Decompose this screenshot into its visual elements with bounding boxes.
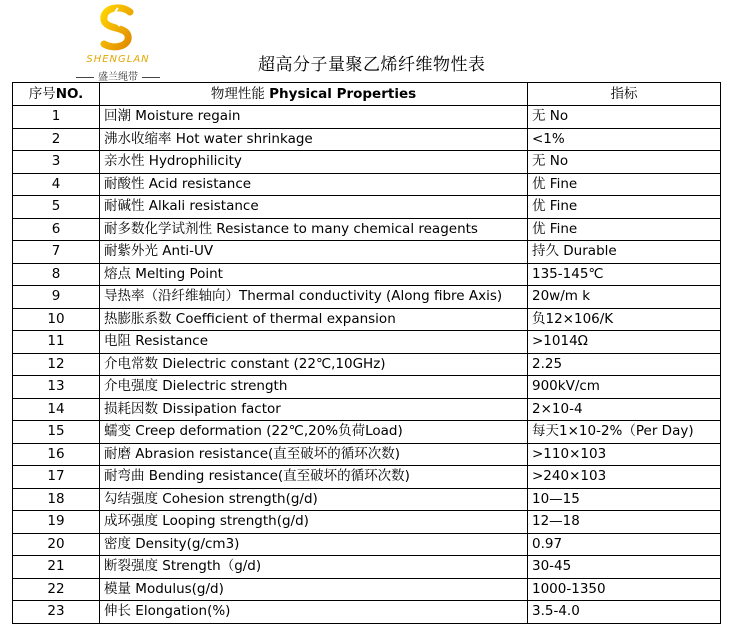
table-row — [13, 218, 721, 241]
table-row — [13, 466, 721, 489]
table-body — [13, 106, 721, 624]
row-value: 优 Fine — [528, 173, 721, 196]
logo-s-emblem-icon — [90, 4, 146, 54]
row-no: 11 — [13, 331, 100, 354]
row-property: 密度 Density(g/cm3) — [100, 533, 528, 556]
row-value: >1014Ω — [528, 331, 721, 354]
row-no: 5 — [13, 196, 100, 219]
row-value: 优 Fine — [528, 218, 721, 241]
table-row — [13, 173, 721, 196]
table-row — [13, 353, 721, 376]
row-no: 21 — [13, 556, 100, 579]
row-property: 亲水性 Hydrophilicity — [100, 151, 528, 174]
row-value: 10—15 — [528, 488, 721, 511]
row-no: 16 — [13, 443, 100, 466]
row-property: 勾结强度 Cohesion strength(g/d) — [100, 488, 528, 511]
table-row — [13, 398, 721, 421]
row-property: 伸长 Elongation(%) — [100, 601, 528, 624]
row-property: 耐磨 Abrasion resistance(直至破坏的循环次数) — [100, 443, 528, 466]
table-row — [13, 128, 721, 151]
header-no — [13, 83, 100, 106]
table-row — [13, 196, 721, 219]
row-property: 熔点 Melting Point — [100, 263, 528, 286]
row-no: 12 — [13, 353, 100, 376]
row-property: 模量 Modulus(g/d) — [100, 578, 528, 601]
row-property: 耐碱性 Alkali resistance — [100, 196, 528, 219]
row-no: 13 — [13, 376, 100, 399]
table-header-row — [13, 83, 721, 106]
row-property: 损耗因数 Dissipation factor — [100, 398, 528, 421]
row-property: 热膨胀系数 Coefficient of thermal expansion — [100, 308, 528, 331]
row-value: >110×103 — [528, 443, 721, 466]
row-value: >240×103 — [528, 466, 721, 489]
table-row — [13, 443, 721, 466]
row-no: 6 — [13, 218, 100, 241]
row-no: 22 — [13, 578, 100, 601]
table-row — [13, 488, 721, 511]
table-row — [13, 263, 721, 286]
company-logo — [62, 4, 174, 82]
row-no: 8 — [13, 263, 100, 286]
table-row — [13, 533, 721, 556]
row-no: 20 — [13, 533, 100, 556]
row-property: 介电强度 Dielectric strength — [100, 376, 528, 399]
row-property: 断裂强度 Strength（g/d) — [100, 556, 528, 579]
table-row — [13, 421, 721, 444]
table-row — [13, 578, 721, 601]
table-row — [13, 286, 721, 309]
header-property-cn: 物理性能 — [210, 85, 270, 102]
row-value: 12—18 — [528, 511, 721, 534]
row-no: 9 — [13, 286, 100, 309]
row-value: 2×10-4 — [528, 398, 721, 421]
table-row — [13, 308, 721, 331]
row-value: 1000-1350 — [528, 578, 721, 601]
properties-table — [12, 82, 721, 624]
header-no-cn: 序号 — [28, 85, 56, 102]
row-property: 耐酸性 Acid resistance — [100, 173, 528, 196]
row-value: 900kV/cm — [528, 376, 721, 399]
row-value: 每天1×10-2%（Per Day) — [528, 421, 721, 444]
table-row — [13, 151, 721, 174]
row-property: 回潮 Moisture regain — [100, 106, 528, 129]
logo-chinese-name: 盛兰绳带 — [62, 68, 174, 83]
row-no: 17 — [13, 466, 100, 489]
table-row — [13, 511, 721, 534]
row-value: 无 No — [528, 151, 721, 174]
row-no: 7 — [13, 241, 100, 264]
row-property: 耐弯曲 Bending resistance(直至破坏的循环次数) — [100, 466, 528, 489]
row-property: 成环强度 Looping strength(g/d) — [100, 511, 528, 534]
row-no: 23 — [13, 601, 100, 624]
row-no: 19 — [13, 511, 100, 534]
row-no: 10 — [13, 308, 100, 331]
row-value: <1% — [528, 128, 721, 151]
header-property-en: Physical Properties — [269, 85, 417, 102]
row-value: 优 Fine — [528, 196, 721, 219]
header-property — [100, 83, 528, 106]
row-value: 20w/m k — [528, 286, 721, 309]
row-no: 4 — [13, 173, 100, 196]
row-value: 0.97 — [528, 533, 721, 556]
row-value: 30-45 — [528, 556, 721, 579]
document-title: 超高分子量聚乙烯纤维物性表 — [258, 55, 486, 75]
table-row — [13, 556, 721, 579]
header-no-en: NO. — [55, 85, 84, 102]
row-value: 无 No — [528, 106, 721, 129]
row-property: 导热率（沿纤维轴向）Thermal conductivity (Along fibre Axis) — [100, 286, 528, 309]
row-no: 14 — [13, 398, 100, 421]
row-no: 1 — [13, 106, 100, 129]
table-row — [13, 376, 721, 399]
row-property: 耐紫外光 Anti-UV — [100, 241, 528, 264]
table-row — [13, 106, 721, 129]
table-row — [13, 601, 721, 624]
row-property: 蠕变 Creep deformation (22℃,20%负荷Load) — [100, 421, 528, 444]
row-no: 3 — [13, 151, 100, 174]
header-index: 指标 — [528, 83, 721, 106]
row-value: 135-145℃ — [528, 263, 721, 286]
row-value: 3.5-4.0 — [528, 601, 721, 624]
row-value: 2.25 — [528, 353, 721, 376]
row-value: 负12×106/K — [528, 308, 721, 331]
row-property: 沸水收缩率 Hot water shrinkage — [100, 128, 528, 151]
logo-brand-text: SHENGLAN — [86, 54, 150, 65]
row-property: 电阻 Resistance — [100, 331, 528, 354]
row-property: 耐多数化学试剂性 Resistance to many chemical reagents — [100, 218, 528, 241]
row-no: 2 — [13, 128, 100, 151]
table-row — [13, 331, 721, 354]
table-row — [13, 241, 721, 264]
row-value: 持久 Durable — [528, 241, 721, 264]
row-no: 18 — [13, 488, 100, 511]
row-property: 介电常数 Dielectric constant (22℃,10GHz) — [100, 353, 528, 376]
row-no: 15 — [13, 421, 100, 444]
